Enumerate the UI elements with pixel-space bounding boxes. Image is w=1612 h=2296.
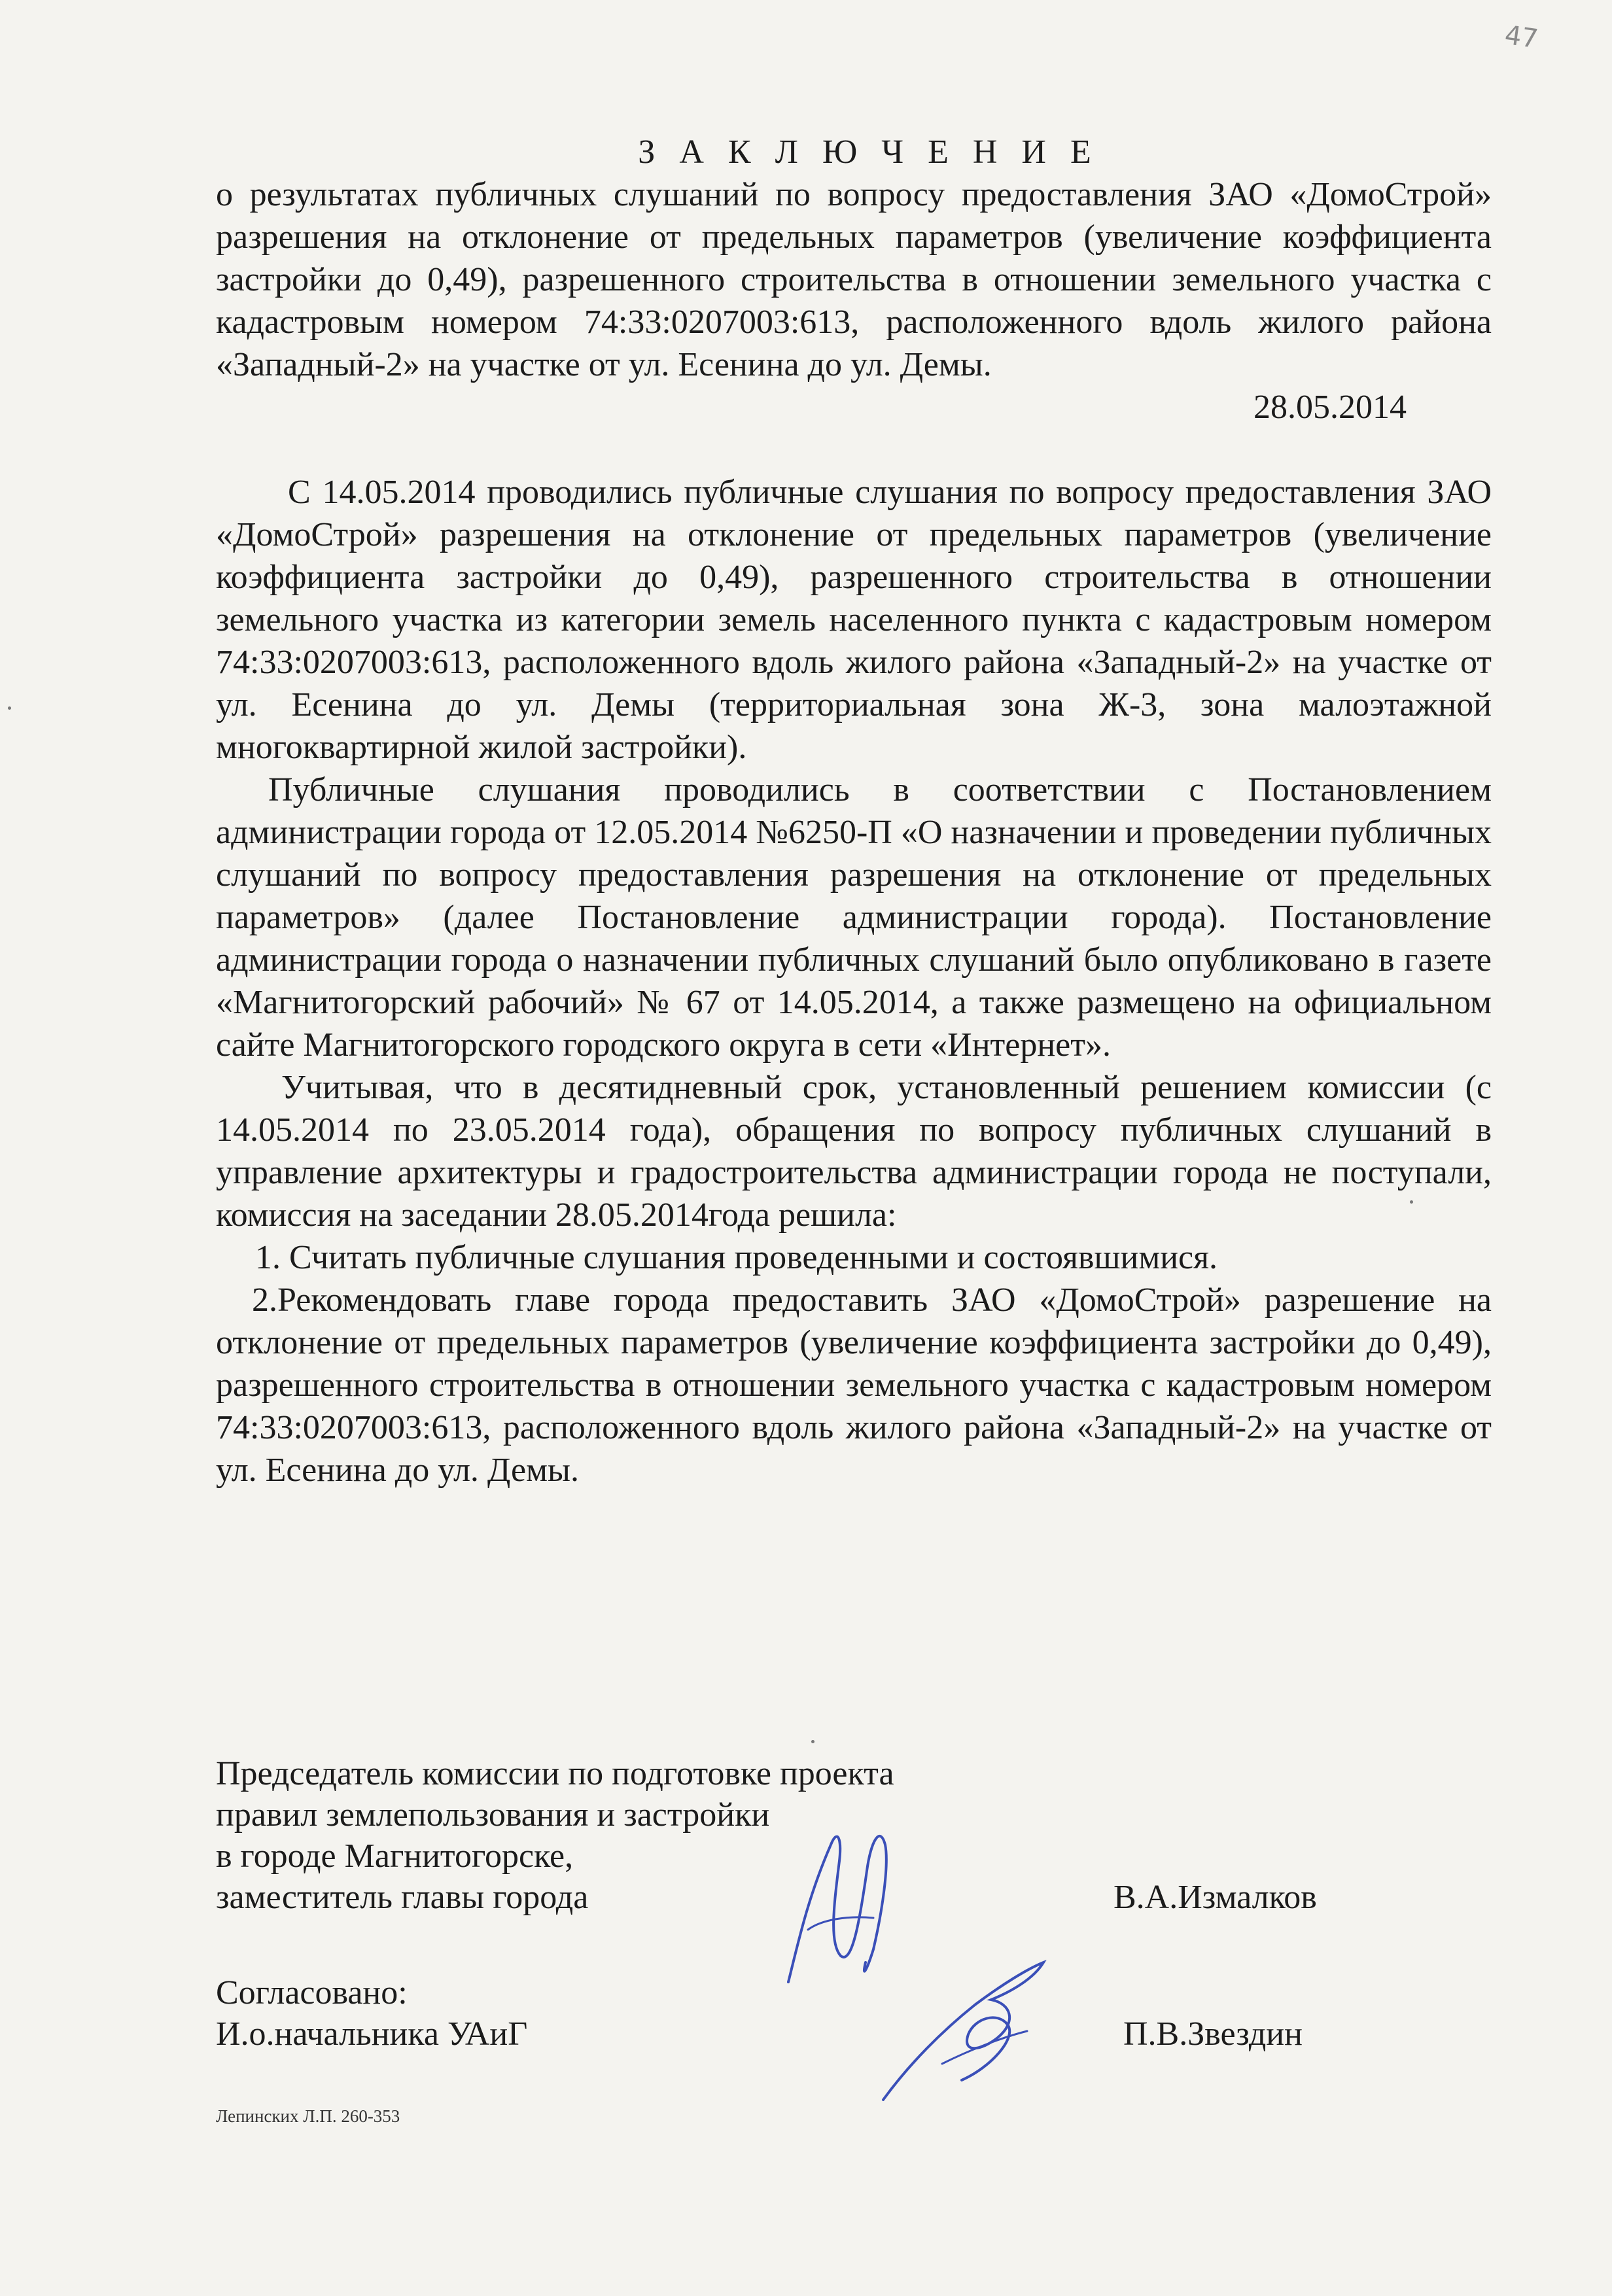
- chair-name: В.А.Измалков: [1113, 1879, 1317, 1916]
- chair-title-line: правил землепользования и застройки: [216, 1796, 770, 1834]
- page-number: 47: [1503, 20, 1540, 55]
- agreed-name: П.В.Звездин: [1123, 2015, 1303, 2053]
- chair-title-line: Председатель комиссии по подготовке проекта: [216, 1755, 894, 1792]
- chair-title-line: в городе Магнитогорске,: [216, 1837, 574, 1875]
- paragraph-basis: Публичные слушания проводились в соответствии с Постановлением администрации города от 12.05.2014 №6250-П «О назначении и проведении публичных слушаний по вопросу предоставления разрешения на отклонение от предельных параметров» (далее Постановление администрации города). Постановление администрации города о назначении публичных слушаний было опубликовано в газете «Магнитогорский рабочий» № 67 от 14.05.2014, а также размещено на официальном сайте Магнитогорского городского округа в сети «Интернет».: [216, 771, 1492, 1064]
- paper-speck: [811, 1740, 815, 1743]
- document-body: [216, 131, 1492, 1491]
- agreed-handwritten-signature: [870, 1939, 1066, 2110]
- paragraph-decision-intro: Учитывая, что в десятидневный срок, установленный решением комиссии (с 14.05.2014 по 23.05.2014 года), обращения по вопросу публичных слушаний в управление архитектуры и градостроительства администрации города не поступали, комиссия на заседании 28.05.2014года решила:: [216, 1069, 1492, 1234]
- agreed-label: Согласовано:: [216, 1974, 408, 2011]
- decision-item: 1. Считать публичные слушания проведенными и состоявшимися.: [255, 1239, 1218, 1276]
- document-date: 28.05.2014: [1253, 389, 1407, 426]
- executor-note: Лепинских Л.П. 260-353: [216, 2106, 400, 2126]
- chair-title-line: заместитель главы города: [216, 1879, 589, 1916]
- document-subject: о результатах публичных слушаний по вопросу предоставления ЗАО «ДомоСтрой» разрешения на отклонение от предельных параметров (увеличение коэффициента застройки до 0,49), разрешенного строительства в отношении земельного участка с кадастровым номером 74:33:0207003:613, расположенного вдоль жилого района «Западный-2» на участке от ул. Есенина до ул. Демы.: [216, 176, 1492, 383]
- paragraph-hearings: С 14.05.2014 проводились публичные слушания по вопросу предоставления ЗАО «ДомоСтрой» разрешения на отклонение от предельных параметров (увеличение коэффициента застройки до 0,49), разрешенного строительства в отношении земельного участка из категории земель населенного пункта с кадастровым номером 74:33:0207003:613, расположенного вдоль жилого района «Западный-2» на участке от ул. Есенина до ул. Демы (территориальная зона Ж-3, зона малоэтажной многоквартирной жилой застройки).: [216, 474, 1492, 766]
- document-title: З А К Л Ю Ч Е Н И Е: [638, 133, 1099, 171]
- findings-section: [216, 471, 1492, 1491]
- decision-item: 2.Рекомендовать главе города предоставить ЗАО «ДомоСтрой» разрешение на отклонение от предельных параметров (увеличение коэффициента застройки до 0,49), разрешенного строительства в отношении земельного участка с кадастровым номером 74:33:0207003:613, расположенного вдоль жилого района «Западный-2» на участке от ул. Есенина до ул. Демы.: [216, 1281, 1492, 1489]
- paper-speck: [1410, 1200, 1413, 1204]
- agreed-position: И.о.начальника УАиГ: [216, 2015, 528, 2053]
- paper-speck: [8, 706, 11, 710]
